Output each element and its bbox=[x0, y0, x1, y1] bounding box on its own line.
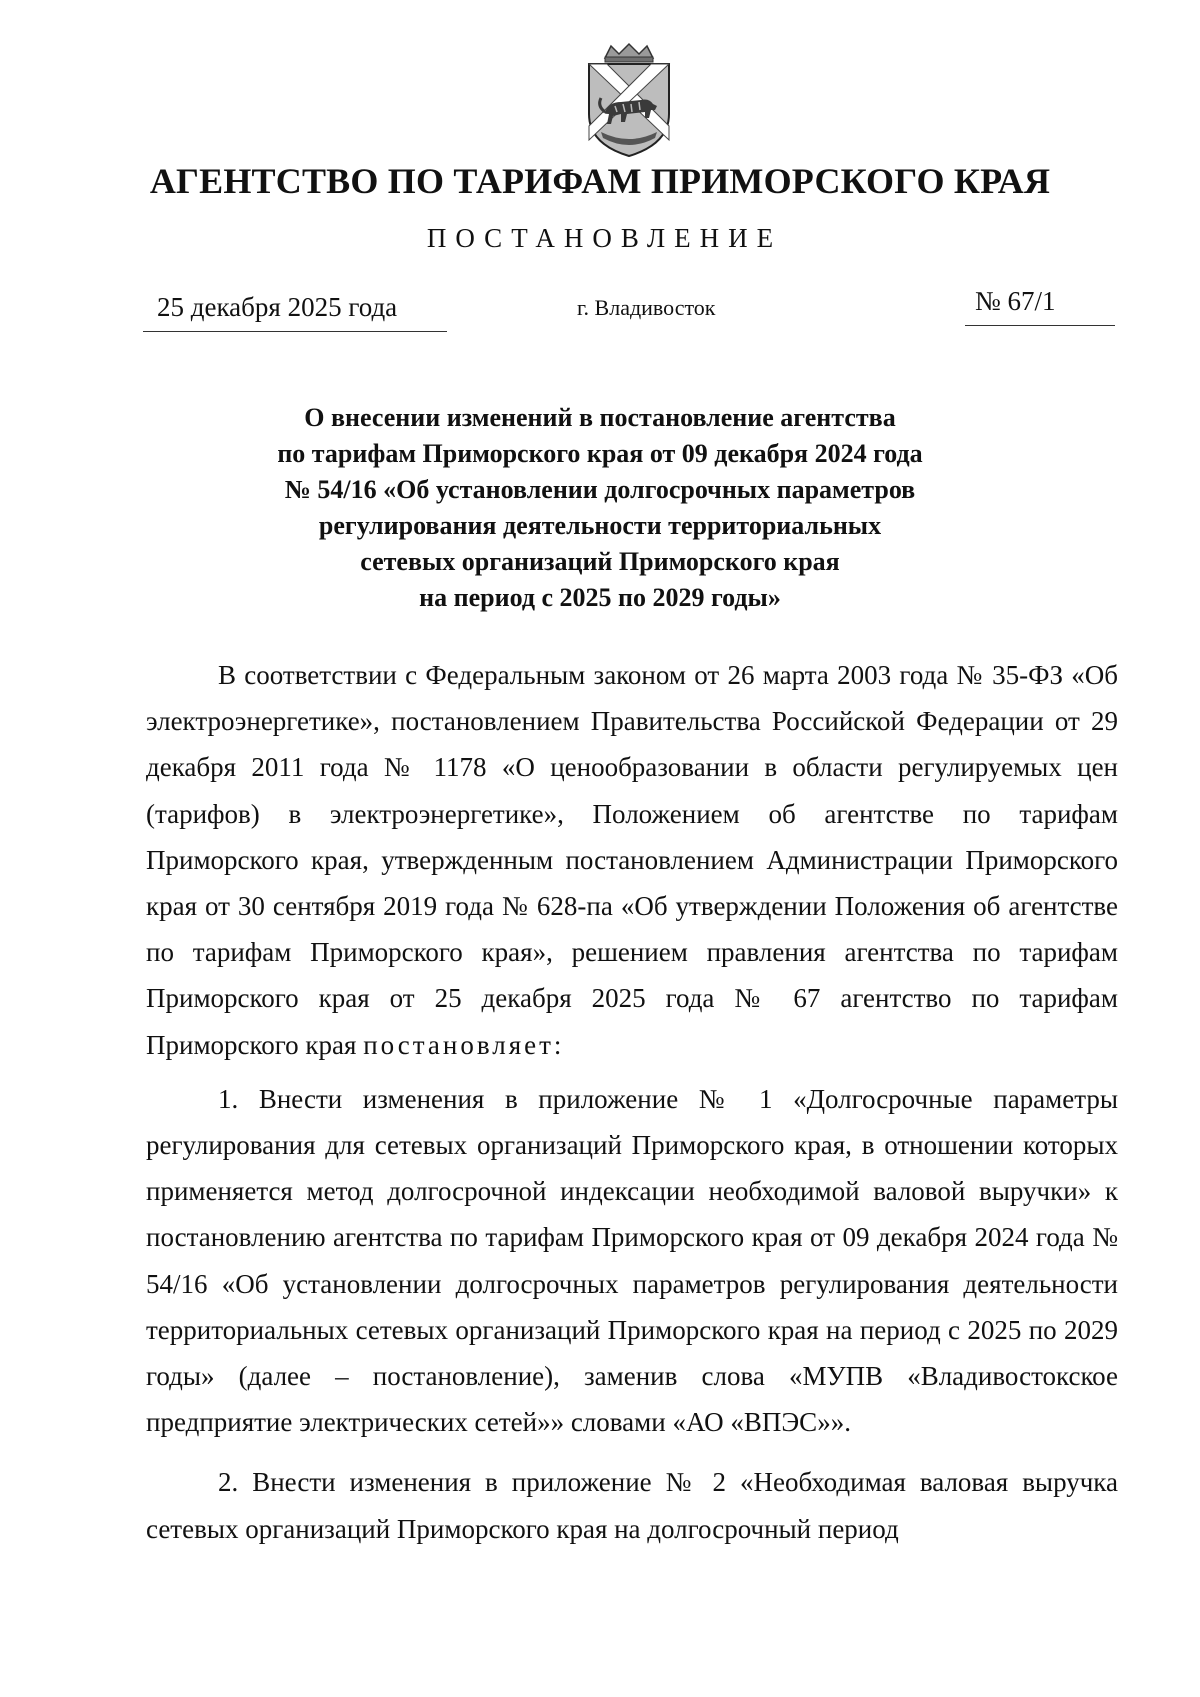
subject-line: по тарифам Приморского края от 09 декабря 2024 года bbox=[277, 439, 923, 468]
document-city: г. Владивосток bbox=[577, 295, 716, 320]
item-2-paragraph: 2. Внести изменения в приложение № 2 «Необходимая валовая выручка сетевых организаций Приморского края на долгосрочный период bbox=[146, 1467, 1118, 1544]
document-meta bbox=[0, 286, 1200, 342]
subject-line: регулирования деятельности территориальных bbox=[318, 511, 882, 540]
item-1-paragraph: 1. Внести изменения в приложение № 1 «Долгосрочные параметры регулирования для сетевых организаций Приморского края, в отношении которых применяется метод долгосрочной индексации необходимой валовой выручки» к постановлению агентства по тарифам Приморского края от 09 декабря 2024 года № 54/16 «Об установлении долгосрочных параметров регулирования деятельности территориальных сетевых организаций Приморского края на период с 2025 по 2029 годы» (далее – постановление), заменив слова «МУПВ «Владивостокское предприятие электрических сетей»» словами «АО «ВПЭС»». bbox=[146, 1083, 1118, 1438]
document-body bbox=[146, 652, 1118, 1552]
subject-line: сетевых организаций Приморского края bbox=[360, 547, 840, 576]
preamble-text: В соответствии с Федеральным законом от 26 марта 2003 года № 35-ФЗ «Об электроэнергетике», постановлением Правительства Российской Федерации от 29 декабря 2011 года № 1178 «О ценообразовании в области регулируемых цен (тарифов) в электроэнергетике», Положением об агентстве по тарифам Приморского края, утвержденным постановлением Администрации Приморского края от 30 сентября 2019 года № 628-па «Об утверждении Положения об агентстве по тарифам Приморского края», решением правления агентства по тарифам Приморского края от 25 декабря 2025 года № 67 агентство по тарифам Приморского края bbox=[146, 660, 1118, 1060]
document-number: № 67/1 bbox=[965, 286, 1115, 326]
document-date: 25 декабря 2025 года bbox=[143, 292, 447, 332]
document-type: ПОСТАНОВЛЕНИЕ bbox=[426, 223, 783, 253]
subject-line: О внесении изменений в постановление агентства bbox=[304, 403, 896, 432]
subject-line: на период с 2025 по 2029 годы» bbox=[419, 583, 781, 612]
document-subject bbox=[180, 400, 1020, 616]
preamble-paragraph bbox=[146, 652, 1118, 1068]
resolves-word: постановляет: bbox=[363, 1029, 565, 1060]
agency-title: АГЕНТСТВО ПО ТАРИФАМ ПРИМОРСКОГО КРАЯ bbox=[149, 161, 1051, 201]
subject-line: № 54/16 «Об установлении долгосрочных параметров bbox=[284, 475, 916, 504]
primorsky-krai-coat-of-arms-icon bbox=[575, 42, 683, 160]
